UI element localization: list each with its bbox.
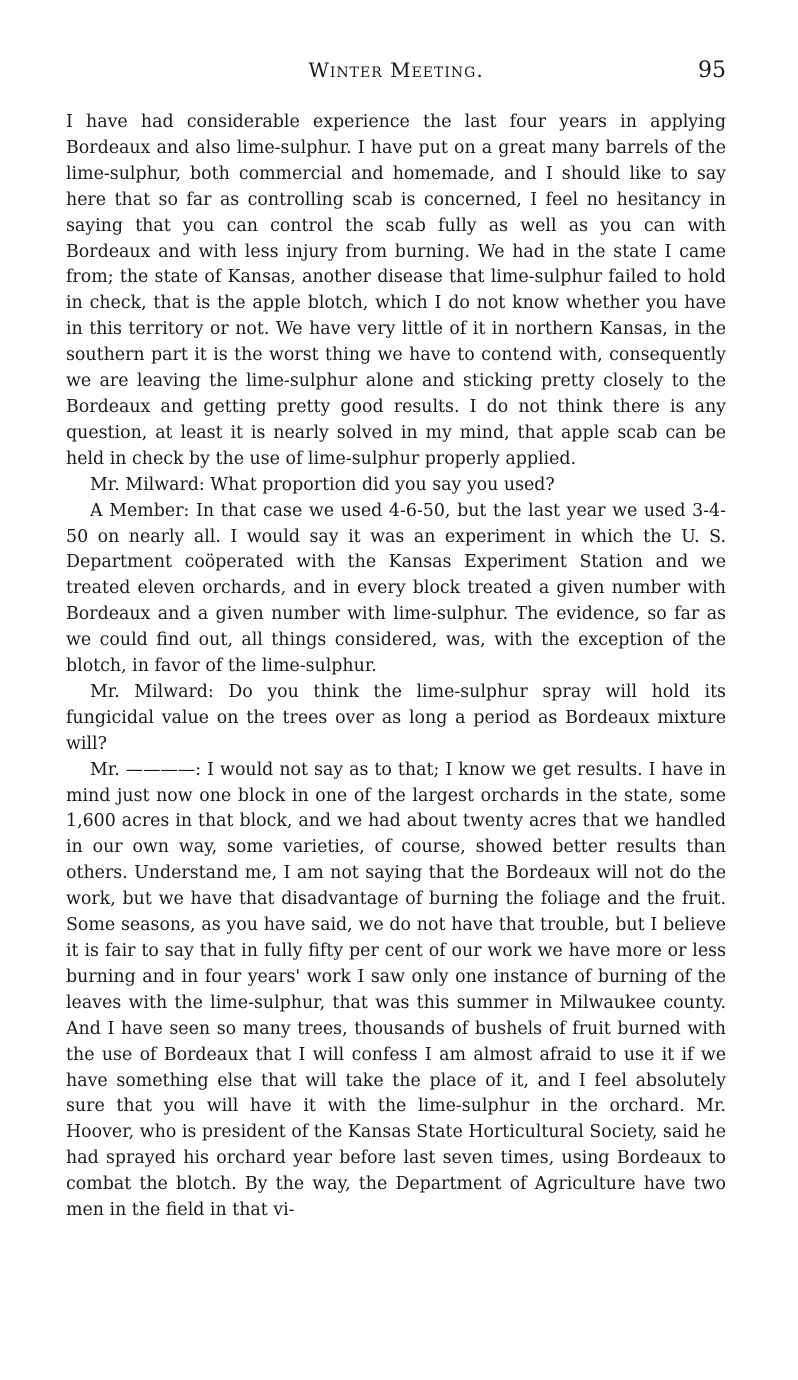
page-header	[66, 58, 726, 88]
body-text	[66, 110, 726, 1224]
paragraph-experience: I have had considerable experience the last four years in applying Bordeaux and also lime-sulphur. I have put on a great many barrels of the lime-sulphur, both commercial and homemade, and I should like to say here that so far as controlling scab is concerned, I feel no hesitancy in saying that you can control the scab fully as well as you can with Bordeaux and with less injury from burning. We had in the state I came from; the state of Kansas, another disease that lime-sulphur failed to hold in check, that is the apple blotch, which I do not know whether you have in this territory or not. We have very little of it in northern Kansas, in the southern part it is the worst thing we have to contend with, consequently we are leaving the lime-sulphur alone and sticking pretty closely to the Bordeaux and getting pretty good results. I do not think there is any question, at least it is nearly solved in my mind, that apple scab can be held in check by the use of lime-sulphur properly applied.	[66, 112, 726, 469]
running-title: Winter Meeting.	[308, 58, 484, 82]
paragraph-milward-question-1: Mr. Milward: What proportion did you say you used?	[90, 474, 555, 495]
page-number: 95	[698, 58, 726, 83]
paragraph-reply: Mr. ————: I would not say as to that; I know we get results. I have in mind just now one block in one of the largest orchards in the state, some 1,600 acres in that block, and we had about twenty acres that we handled in our own way, some varieties, of course, showed better results than others. Understand me, I am not saying that the Bordeaux will not do the work, but we have that disadvantage of burning the foliage and the fruit. Some seasons, as you have said, we do not have that trouble, but I believe it is fair to say that in fully fifty per cent of our work we have more or less burning and in four years' work I saw only one instance of burning of the leaves with the lime-sulphur, that was this summer in Milwaukee county. And I have seen so many trees, thousands of bushels of fruit burned with the use of Bordeaux that I will confess I am almost afraid to use it if we have something else that will take the place of it, and I feel absolutely sure that you will have it with the lime-sulphur in the orchard. Mr. Hoover, who is president of the Kansas State Horticultural Society, said he had sprayed his orchard year before last seven times, using Bordeaux to combat the blotch. By the way, the Department of Agriculture have two men in the field in that vi-	[66, 759, 726, 1221]
paragraph-member-answer: A Member: In that case we used 4-6-50, but the last year we used 3-4-50 on nearly all. I would say it was an experiment in which the U. S. Department coöperated with the Kansas Experiment Station and we treated eleven orchards, and in every block treated a given number with Bordeaux and a given number with lime-sulphur. The evidence, so far as we could find out, all things considered, was, with the exception of the blotch, in favor of the lime-sulphur.	[66, 500, 726, 677]
paragraph-milward-question-2: Mr. Milward: Do you think the lime-sulphur spray will hold its fungicidal value on the trees over as long a period as Bordeaux mixture will?	[66, 681, 726, 754]
